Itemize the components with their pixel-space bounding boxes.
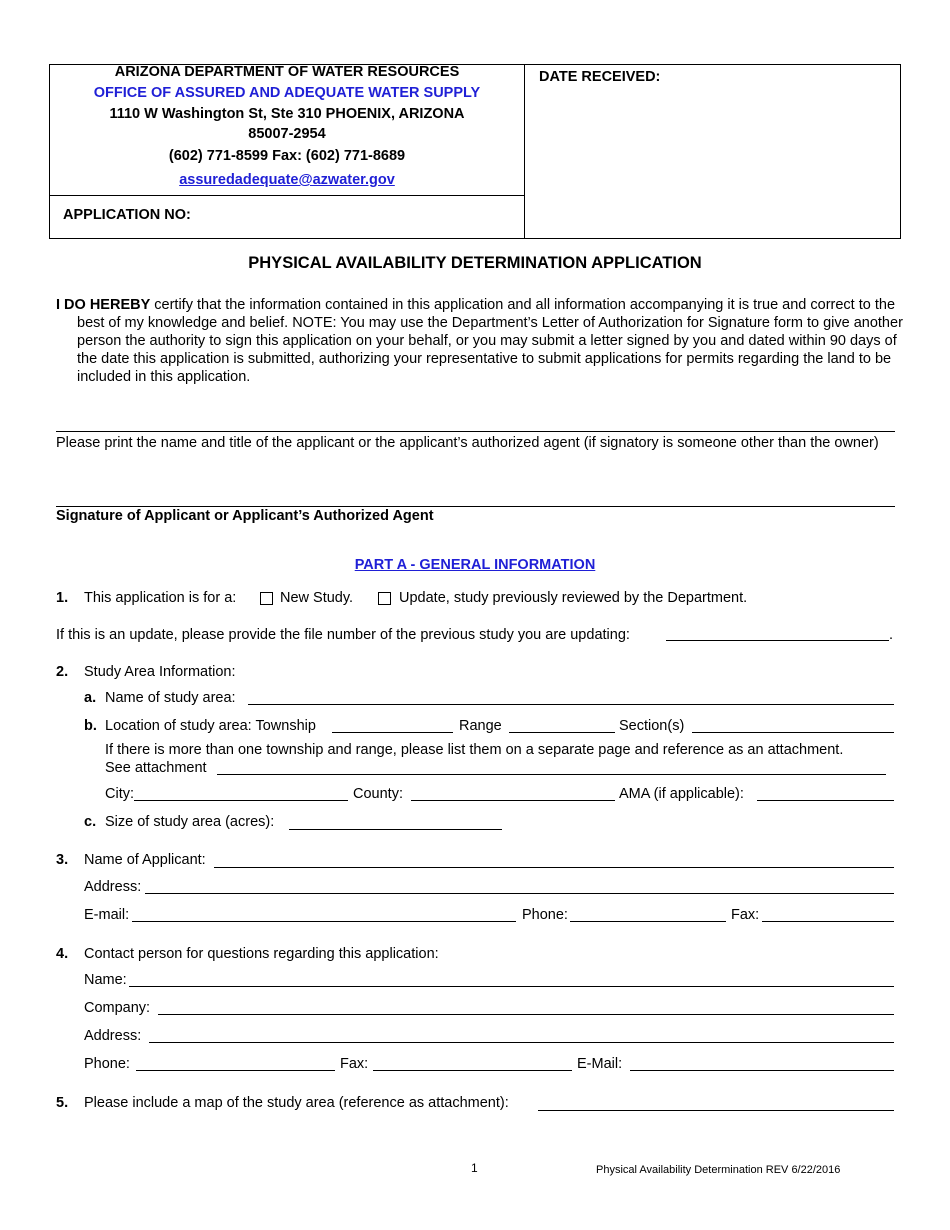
page-number: 1 [471,1161,478,1175]
address-line2: 85007-2954 [248,126,326,142]
certification-lead: I DO HEREBY [56,297,151,313]
update-study-label: Update, study previously reviewed by the Department. [399,590,748,606]
email-link[interactable]: assuredadequate@azwater.gov [179,172,395,188]
range-label: Range [459,718,502,734]
date-received-label: DATE RECEIVED: [539,69,661,85]
see-attachment-field[interactable] [217,774,886,775]
applicant-fax-label: Fax: [731,907,760,923]
signature-line[interactable] [56,506,895,507]
acreage-field[interactable] [289,829,502,830]
study-area-name-label: Name of study area: [105,690,236,706]
applicant-name-field[interactable] [214,867,894,868]
map-label: Please include a map of the study area (reference as attachment): [84,1095,509,1111]
q2b-letter: b. [84,718,97,734]
q5-number: 5. [56,1095,69,1111]
applicant-address-field[interactable] [145,893,894,894]
form-revision: Physical Availability Determination REV 6/22/2016 [596,1164,841,1176]
q3-number: 3. [56,852,69,868]
office-name: OFFICE OF ASSURED AND ADEQUATE WATER SUPPLY [93,85,481,101]
sections-label: Section(s) [619,718,685,734]
contact-person-label: Contact person for questions regarding this application: [84,946,439,962]
contact-company-field[interactable] [158,1014,894,1015]
study-area-name-field[interactable] [248,704,894,705]
print-name-label: Please print the name and title of the applicant or the applicant’s authorized agent (if signatory is someone other than the owner) [56,435,879,451]
city-label: City: [105,786,134,802]
sections-field[interactable] [692,732,894,733]
update-file-number-period: . [889,627,894,643]
q2-number: 2. [56,664,69,680]
city-field[interactable] [134,800,348,801]
applicant-email-label: E-mail: [84,907,130,923]
update-study-checkbox[interactable] [378,592,391,605]
print-name-line[interactable] [56,431,895,432]
contact-name-label: Name: [84,972,127,988]
certification-text: certify that the information contained in this application and all information accompanying it is true and correct to the best of my knowledge and belief. NOTE: You may use the Department’s Letter of Authorization for Signature form to give another person the authority to sign this application on your behalf, or you may submit a letter signed by you and dated within 90 days of the date this application is submitted, authorizing your representative to submit applications for permits regarding the land to be included in this application. [77,297,903,385]
applicant-phone-field[interactable] [570,921,726,922]
q2c-letter: c. [84,814,97,830]
multi-township-note: If there is more than one township and range, please list them on a separate page and reference as an attachment. [105,742,844,758]
application-no-label: APPLICATION NO: [63,207,191,223]
county-field[interactable] [411,800,615,801]
part-a-heading: PART A - GENERAL INFORMATION [354,557,596,573]
q1-number: 1. [56,590,69,606]
contact-email-label: E-Mail: [577,1056,623,1072]
phone-fax: (602) 771-8599 Fax: (602) 771-8689 [168,148,406,164]
contact-email-field[interactable] [630,1070,894,1071]
certification-paragraph [56,296,906,386]
new-study-label: New Study. [280,590,354,606]
page-title: PHYSICAL AVAILABILITY DETERMINATION APPLICATION [248,254,702,272]
header-divider-horizontal [49,195,525,196]
update-file-number-label: If this is an update, please provide the file number of the previous study you are updating: [56,627,630,643]
applicant-name-label: Name of Applicant: [84,852,206,868]
new-study-checkbox[interactable] [260,592,273,605]
applicant-fax-field[interactable] [762,921,894,922]
applicant-phone-label: Phone: [522,907,568,923]
applicant-address-label: Address: [84,879,142,895]
signature-label: Signature of Applicant or Applicant’s Authorized Agent [56,508,434,524]
q2a-letter: a. [84,690,97,706]
q2-label: Study Area Information: [84,664,236,680]
address-line1: 1110 W Washington St, Ste 310 PHOENIX, ARIZONA [109,106,465,122]
see-attachment-label: See attachment [105,760,207,776]
contact-name-field[interactable] [129,986,894,987]
township-label: Location of study area: Township [105,718,316,734]
contact-address-label: Address: [84,1028,142,1044]
update-file-number-field[interactable] [666,640,889,641]
contact-fax-label: Fax: [340,1056,369,1072]
agency-name: ARIZONA DEPARTMENT OF WATER RESOURCES [114,64,460,80]
county-label: County: [353,786,403,802]
q1-label: This application is for a: [84,590,237,606]
contact-address-field[interactable] [149,1042,894,1043]
applicant-email-field[interactable] [132,921,516,922]
range-field[interactable] [509,732,615,733]
contact-phone-label: Phone: [84,1056,130,1072]
acreage-label: Size of study area (acres): [105,814,275,830]
q4-number: 4. [56,946,69,962]
map-field[interactable] [538,1110,894,1111]
contact-phone-field[interactable] [136,1070,335,1071]
township-field[interactable] [332,732,453,733]
header-divider-vertical [524,64,525,239]
contact-company-label: Company: [84,1000,151,1016]
ama-label: AMA (if applicable): [619,786,744,802]
ama-field[interactable] [757,800,894,801]
contact-fax-field[interactable] [373,1070,572,1071]
